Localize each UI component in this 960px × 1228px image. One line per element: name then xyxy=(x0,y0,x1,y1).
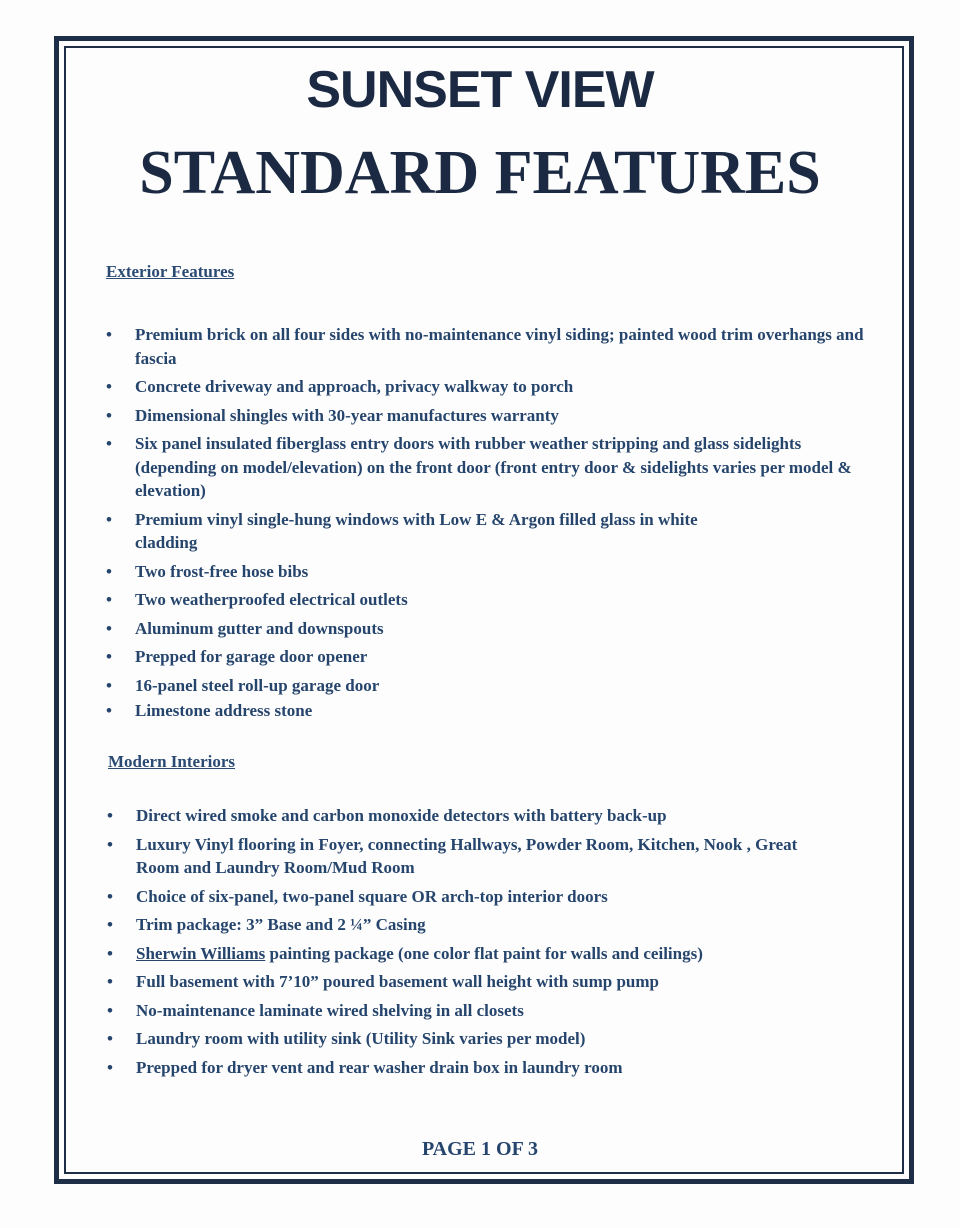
bullet-icon: • xyxy=(107,886,113,906)
list-item: • 16-panel steel roll-up garage door xyxy=(106,674,876,698)
community-title: SUNSET VIEW xyxy=(306,61,654,119)
list-item: • Prepped for garage door opener xyxy=(106,645,876,669)
list-item: • Trim package: 3” Base and 2 ¼” Casing xyxy=(107,913,877,937)
bullet-icon: • xyxy=(106,561,112,581)
bullet-icon: • xyxy=(106,377,112,396)
list-item: • Limestone address stone xyxy=(106,699,876,723)
bullet-icon: • xyxy=(107,834,113,854)
bullet-icon: • xyxy=(106,618,112,638)
list-item: • Prepped for dryer vent and rear washer drain box in laundry room xyxy=(107,1056,877,1080)
bullet-icon: • xyxy=(106,675,112,695)
list-item: • Concrete driveway and approach, privacy walkway to porch xyxy=(106,375,876,399)
bullet-icon: • xyxy=(107,1000,113,1020)
list-item: • Luxury Vinyl flooring in Foyer, connecting Hallways, Powder Room, Kitchen, Nook , Great Room and Laundry Room/Mud Room xyxy=(107,834,798,877)
modern-interiors-list xyxy=(107,804,877,1079)
bullet-icon: • xyxy=(106,405,112,425)
modern-interiors-heading: Modern Interiors xyxy=(108,752,236,771)
list-item: • Aluminum gutter and downspouts xyxy=(106,617,876,641)
list-item: • Laundry room with utility sink (Utility Sink varies per model) xyxy=(107,1027,877,1051)
list-item: • Two frost-free hose bibs xyxy=(106,560,876,584)
bullet-icon: • xyxy=(107,1029,113,1048)
exterior-features-list xyxy=(106,323,876,723)
list-item: • Choice of six-panel, two-panel square OR arch-top interior doors xyxy=(107,885,877,909)
list-item: • Full basement with 7’10” poured basement wall height with sump pump xyxy=(107,970,877,994)
bullet-icon: • xyxy=(107,972,113,991)
list-item: • Sherwin Williams painting package (one color flat paint for walls and ceilings) xyxy=(107,942,877,966)
bullet-icon: • xyxy=(106,590,112,609)
exterior-features-heading: Exterior Features xyxy=(106,262,235,281)
bullet-icon: • xyxy=(106,434,112,453)
bullet-icon: • xyxy=(106,647,112,666)
bullet-icon: • xyxy=(106,701,112,720)
page-number: PAGE 1 OF 3 xyxy=(421,1138,539,1160)
bullet-icon: • xyxy=(107,943,113,963)
list-item: • Six panel insulated fiberglass entry doors with rubber weather stripping and glass sidelights (depending on model/elevation) on the front door (front entry door & sidelights varies per model & elevation) xyxy=(106,434,852,500)
bullet-icon: • xyxy=(107,806,113,825)
list-item: • Two weatherproofed electrical outlets xyxy=(106,588,876,612)
list-item: • Premium brick on all four sides with no-maintenance vinyl siding; painted wood trim overhangs and fascia xyxy=(106,325,864,368)
list-item: • Direct wired smoke and carbon monoxide detectors with battery back-up xyxy=(107,804,877,828)
list-item: • Premium vinyl single-hung windows with Low E & Argon filled glass in white cladding xyxy=(106,509,698,552)
list-item: • No-maintenance laminate wired shelving in all closets xyxy=(107,999,877,1023)
bullet-icon: • xyxy=(106,509,112,529)
list-item: • Dimensional shingles with 30-year manufactures warranty xyxy=(106,404,876,428)
bullet-icon: • xyxy=(107,915,113,934)
brand-name: Sherwin Williams xyxy=(136,943,266,963)
bullet-icon: • xyxy=(106,325,112,344)
bullet-icon: • xyxy=(107,1057,113,1077)
page-title: STANDARD FEATURES xyxy=(139,139,821,207)
